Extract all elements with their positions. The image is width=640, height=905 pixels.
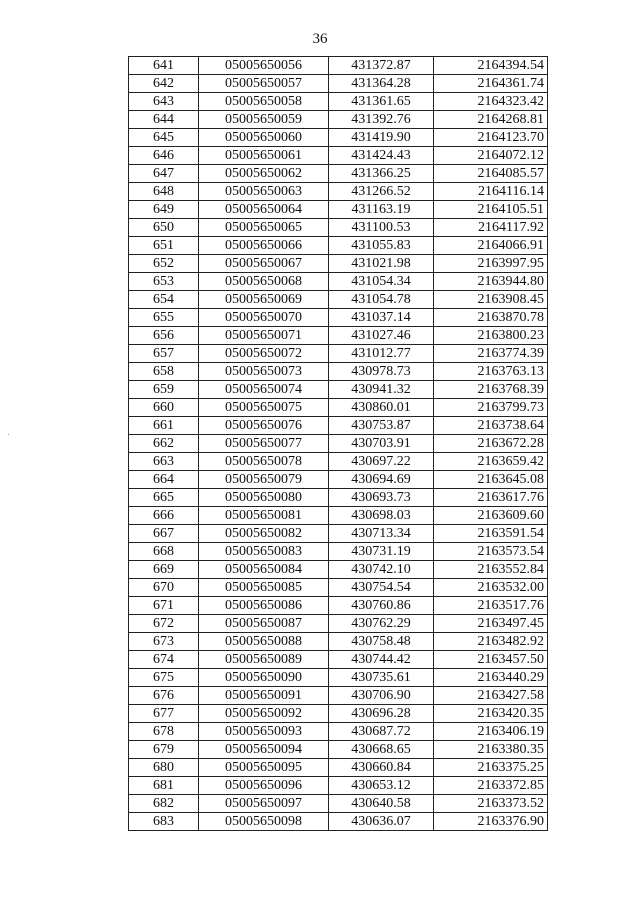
point-id-cell: 05005650079 (199, 471, 329, 489)
table-row (129, 705, 548, 723)
table-row (129, 237, 548, 255)
y-coordinate-cell: 2164105.51 (434, 201, 548, 219)
point-number-cell: 674 (129, 651, 199, 669)
y-coordinate-cell: 2163997.95 (434, 255, 548, 273)
point-number-cell: 669 (129, 561, 199, 579)
table-row (129, 777, 548, 795)
x-coordinate-cell: 431012.77 (329, 345, 434, 363)
point-id-cell: 05005650075 (199, 399, 329, 417)
point-number-cell: 668 (129, 543, 199, 561)
x-coordinate-cell: 430693.73 (329, 489, 434, 507)
point-id-cell: 05005650089 (199, 651, 329, 669)
table-row (129, 507, 548, 525)
table-row (129, 363, 548, 381)
y-coordinate-cell: 2163609.60 (434, 507, 548, 525)
point-number-cell: 654 (129, 291, 199, 309)
point-id-cell: 05005650087 (199, 615, 329, 633)
x-coordinate-cell: 431021.98 (329, 255, 434, 273)
point-id-cell: 05005650072 (199, 345, 329, 363)
point-id-cell: 05005650064 (199, 201, 329, 219)
table-row (129, 813, 548, 831)
point-id-cell: 05005650095 (199, 759, 329, 777)
point-id-cell: 05005650065 (199, 219, 329, 237)
point-number-cell: 670 (129, 579, 199, 597)
point-number-cell: 648 (129, 183, 199, 201)
y-coordinate-cell: 2164323.42 (434, 93, 548, 111)
point-id-cell: 05005650073 (199, 363, 329, 381)
y-coordinate-cell: 2164116.14 (434, 183, 548, 201)
point-id-cell: 05005650092 (199, 705, 329, 723)
point-id-cell: 05005650082 (199, 525, 329, 543)
x-coordinate-cell: 431037.14 (329, 309, 434, 327)
point-number-cell: 672 (129, 615, 199, 633)
table-row (129, 129, 548, 147)
y-coordinate-cell: 2163420.35 (434, 705, 548, 723)
table-row (129, 759, 548, 777)
y-coordinate-cell: 2163591.54 (434, 525, 548, 543)
x-coordinate-cell: 430742.10 (329, 561, 434, 579)
y-coordinate-cell: 2163944.80 (434, 273, 548, 291)
y-coordinate-cell: 2163497.45 (434, 615, 548, 633)
point-id-cell: 05005650071 (199, 327, 329, 345)
x-coordinate-cell: 430731.19 (329, 543, 434, 561)
x-coordinate-cell: 430762.29 (329, 615, 434, 633)
y-coordinate-cell: 2163763.13 (434, 363, 548, 381)
x-coordinate-cell: 431392.76 (329, 111, 434, 129)
scan-speck (8, 434, 9, 435)
point-number-cell: 680 (129, 759, 199, 777)
point-number-cell: 675 (129, 669, 199, 687)
point-number-cell: 671 (129, 597, 199, 615)
x-coordinate-cell: 431027.46 (329, 327, 434, 345)
y-coordinate-cell: 2163373.52 (434, 795, 548, 813)
table-row (129, 309, 548, 327)
point-number-cell: 665 (129, 489, 199, 507)
point-id-cell: 05005650067 (199, 255, 329, 273)
point-id-cell: 05005650060 (199, 129, 329, 147)
x-coordinate-cell: 430687.72 (329, 723, 434, 741)
x-coordinate-cell: 430696.28 (329, 705, 434, 723)
y-coordinate-cell: 2163908.45 (434, 291, 548, 309)
y-coordinate-cell: 2163380.35 (434, 741, 548, 759)
table-row (129, 291, 548, 309)
x-coordinate-cell: 430653.12 (329, 777, 434, 795)
table-row (129, 525, 548, 543)
table-row (129, 435, 548, 453)
point-id-cell: 05005650098 (199, 813, 329, 831)
y-coordinate-cell: 2163427.58 (434, 687, 548, 705)
table-row (129, 669, 548, 687)
x-coordinate-cell: 430753.87 (329, 417, 434, 435)
y-coordinate-cell: 2163768.39 (434, 381, 548, 399)
y-coordinate-cell: 2163532.00 (434, 579, 548, 597)
y-coordinate-cell: 2163552.84 (434, 561, 548, 579)
table-row (129, 345, 548, 363)
point-number-cell: 651 (129, 237, 199, 255)
x-coordinate-cell: 430636.07 (329, 813, 434, 831)
table-row (129, 255, 548, 273)
table-row (129, 741, 548, 759)
x-coordinate-cell: 430758.48 (329, 633, 434, 651)
y-coordinate-cell: 2163440.29 (434, 669, 548, 687)
point-id-cell: 05005650090 (199, 669, 329, 687)
point-number-cell: 644 (129, 111, 199, 129)
y-coordinate-cell: 2163800.23 (434, 327, 548, 345)
y-coordinate-cell: 2164123.70 (434, 129, 548, 147)
point-number-cell: 678 (129, 723, 199, 741)
y-coordinate-cell: 2163659.42 (434, 453, 548, 471)
point-number-cell: 645 (129, 129, 199, 147)
table-row (129, 453, 548, 471)
y-coordinate-cell: 2163617.76 (434, 489, 548, 507)
y-coordinate-cell: 2164072.12 (434, 147, 548, 165)
point-number-cell: 652 (129, 255, 199, 273)
table-row (129, 597, 548, 615)
table-row (129, 183, 548, 201)
point-number-cell: 650 (129, 219, 199, 237)
point-number-cell: 683 (129, 813, 199, 831)
point-id-cell: 05005650097 (199, 795, 329, 813)
x-coordinate-cell: 431100.53 (329, 219, 434, 237)
point-number-cell: 667 (129, 525, 199, 543)
x-coordinate-cell: 430668.65 (329, 741, 434, 759)
x-coordinate-cell: 431054.78 (329, 291, 434, 309)
point-id-cell: 05005650070 (199, 309, 329, 327)
point-number-cell: 658 (129, 363, 199, 381)
point-number-cell: 663 (129, 453, 199, 471)
y-coordinate-cell: 2164066.91 (434, 237, 548, 255)
y-coordinate-cell: 2163799.73 (434, 399, 548, 417)
y-coordinate-cell: 2163406.19 (434, 723, 548, 741)
table-row (129, 381, 548, 399)
point-id-cell: 05005650066 (199, 237, 329, 255)
point-id-cell: 05005650091 (199, 687, 329, 705)
y-coordinate-cell: 2163738.64 (434, 417, 548, 435)
point-id-cell: 05005650076 (199, 417, 329, 435)
y-coordinate-cell: 2164361.74 (434, 75, 548, 93)
y-coordinate-cell: 2163375.25 (434, 759, 548, 777)
x-coordinate-cell: 430941.32 (329, 381, 434, 399)
point-number-cell: 646 (129, 147, 199, 165)
point-number-cell: 659 (129, 381, 199, 399)
point-id-cell: 05005650069 (199, 291, 329, 309)
point-number-cell: 673 (129, 633, 199, 651)
point-id-cell: 05005650057 (199, 75, 329, 93)
x-coordinate-cell: 430760.86 (329, 597, 434, 615)
x-coordinate-cell: 430735.61 (329, 669, 434, 687)
y-coordinate-cell: 2163457.50 (434, 651, 548, 669)
coordinates-table-body (129, 57, 548, 831)
table-row (129, 273, 548, 291)
y-coordinate-cell: 2164085.57 (434, 165, 548, 183)
point-id-cell: 05005650086 (199, 597, 329, 615)
x-coordinate-cell: 430697.22 (329, 453, 434, 471)
table-row (129, 399, 548, 417)
table-row (129, 471, 548, 489)
table-row (129, 561, 548, 579)
y-coordinate-cell: 2164268.81 (434, 111, 548, 129)
table-row (129, 75, 548, 93)
x-coordinate-cell: 430703.91 (329, 435, 434, 453)
x-coordinate-cell: 430978.73 (329, 363, 434, 381)
x-coordinate-cell: 430860.01 (329, 399, 434, 417)
table-row (129, 615, 548, 633)
y-coordinate-cell: 2164117.92 (434, 219, 548, 237)
point-id-cell: 05005650094 (199, 741, 329, 759)
x-coordinate-cell: 430744.42 (329, 651, 434, 669)
y-coordinate-cell: 2163645.08 (434, 471, 548, 489)
point-id-cell: 05005650083 (199, 543, 329, 561)
point-id-cell: 05005650088 (199, 633, 329, 651)
table-row (129, 687, 548, 705)
point-id-cell: 05005650077 (199, 435, 329, 453)
point-number-cell: 649 (129, 201, 199, 219)
x-coordinate-cell: 430713.34 (329, 525, 434, 543)
y-coordinate-cell: 2163573.54 (434, 543, 548, 561)
y-coordinate-cell: 2163870.78 (434, 309, 548, 327)
x-coordinate-cell: 431364.28 (329, 75, 434, 93)
point-number-cell: 664 (129, 471, 199, 489)
point-id-cell: 05005650056 (199, 57, 329, 75)
x-coordinate-cell: 431372.87 (329, 57, 434, 75)
point-number-cell: 647 (129, 165, 199, 183)
point-id-cell: 05005650096 (199, 777, 329, 795)
x-coordinate-cell: 431163.19 (329, 201, 434, 219)
x-coordinate-cell: 431361.65 (329, 93, 434, 111)
point-number-cell: 661 (129, 417, 199, 435)
point-id-cell: 05005650059 (199, 111, 329, 129)
x-coordinate-cell: 431266.52 (329, 183, 434, 201)
point-number-cell: 642 (129, 75, 199, 93)
point-id-cell: 05005650061 (199, 147, 329, 165)
table-row (129, 111, 548, 129)
point-number-cell: 643 (129, 93, 199, 111)
point-id-cell: 05005650078 (199, 453, 329, 471)
point-id-cell: 05005650085 (199, 579, 329, 597)
table-row (129, 489, 548, 507)
point-id-cell: 05005650062 (199, 165, 329, 183)
point-number-cell: 679 (129, 741, 199, 759)
table-row (129, 93, 548, 111)
table-row (129, 201, 548, 219)
table-row (129, 723, 548, 741)
point-number-cell: 666 (129, 507, 199, 525)
x-coordinate-cell: 430698.03 (329, 507, 434, 525)
point-number-cell: 681 (129, 777, 199, 795)
point-number-cell: 657 (129, 345, 199, 363)
point-number-cell: 677 (129, 705, 199, 723)
point-number-cell: 660 (129, 399, 199, 417)
table-row (129, 219, 548, 237)
table-row (129, 795, 548, 813)
point-number-cell: 676 (129, 687, 199, 705)
y-coordinate-cell: 2164394.54 (434, 57, 548, 75)
table-row (129, 327, 548, 345)
point-number-cell: 656 (129, 327, 199, 345)
point-number-cell: 655 (129, 309, 199, 327)
point-number-cell: 662 (129, 435, 199, 453)
x-coordinate-cell: 431055.83 (329, 237, 434, 255)
y-coordinate-cell: 2163372.85 (434, 777, 548, 795)
table-row (129, 579, 548, 597)
page-number: 36 (312, 31, 328, 47)
point-number-cell: 641 (129, 57, 199, 75)
table-row (129, 57, 548, 75)
y-coordinate-cell: 2163774.39 (434, 345, 548, 363)
y-coordinate-cell: 2163517.76 (434, 597, 548, 615)
point-id-cell: 05005650081 (199, 507, 329, 525)
table-row (129, 165, 548, 183)
point-id-cell: 05005650068 (199, 273, 329, 291)
x-coordinate-cell: 430754.54 (329, 579, 434, 597)
point-id-cell: 05005650080 (199, 489, 329, 507)
y-coordinate-cell: 2163672.28 (434, 435, 548, 453)
y-coordinate-cell: 2163376.90 (434, 813, 548, 831)
point-id-cell: 05005650074 (199, 381, 329, 399)
point-id-cell: 05005650063 (199, 183, 329, 201)
point-number-cell: 682 (129, 795, 199, 813)
x-coordinate-cell: 431366.25 (329, 165, 434, 183)
table-row (129, 147, 548, 165)
x-coordinate-cell: 431419.90 (329, 129, 434, 147)
point-id-cell: 05005650093 (199, 723, 329, 741)
table-row (129, 651, 548, 669)
y-coordinate-cell: 2163482.92 (434, 633, 548, 651)
coordinates-table (128, 56, 548, 831)
point-number-cell: 653 (129, 273, 199, 291)
point-id-cell: 05005650058 (199, 93, 329, 111)
table-row (129, 417, 548, 435)
x-coordinate-cell: 430694.69 (329, 471, 434, 489)
x-coordinate-cell: 431054.34 (329, 273, 434, 291)
x-coordinate-cell: 430706.90 (329, 687, 434, 705)
table-row (129, 543, 548, 561)
table-row (129, 633, 548, 651)
point-id-cell: 05005650084 (199, 561, 329, 579)
x-coordinate-cell: 430640.58 (329, 795, 434, 813)
x-coordinate-cell: 431424.43 (329, 147, 434, 165)
x-coordinate-cell: 430660.84 (329, 759, 434, 777)
